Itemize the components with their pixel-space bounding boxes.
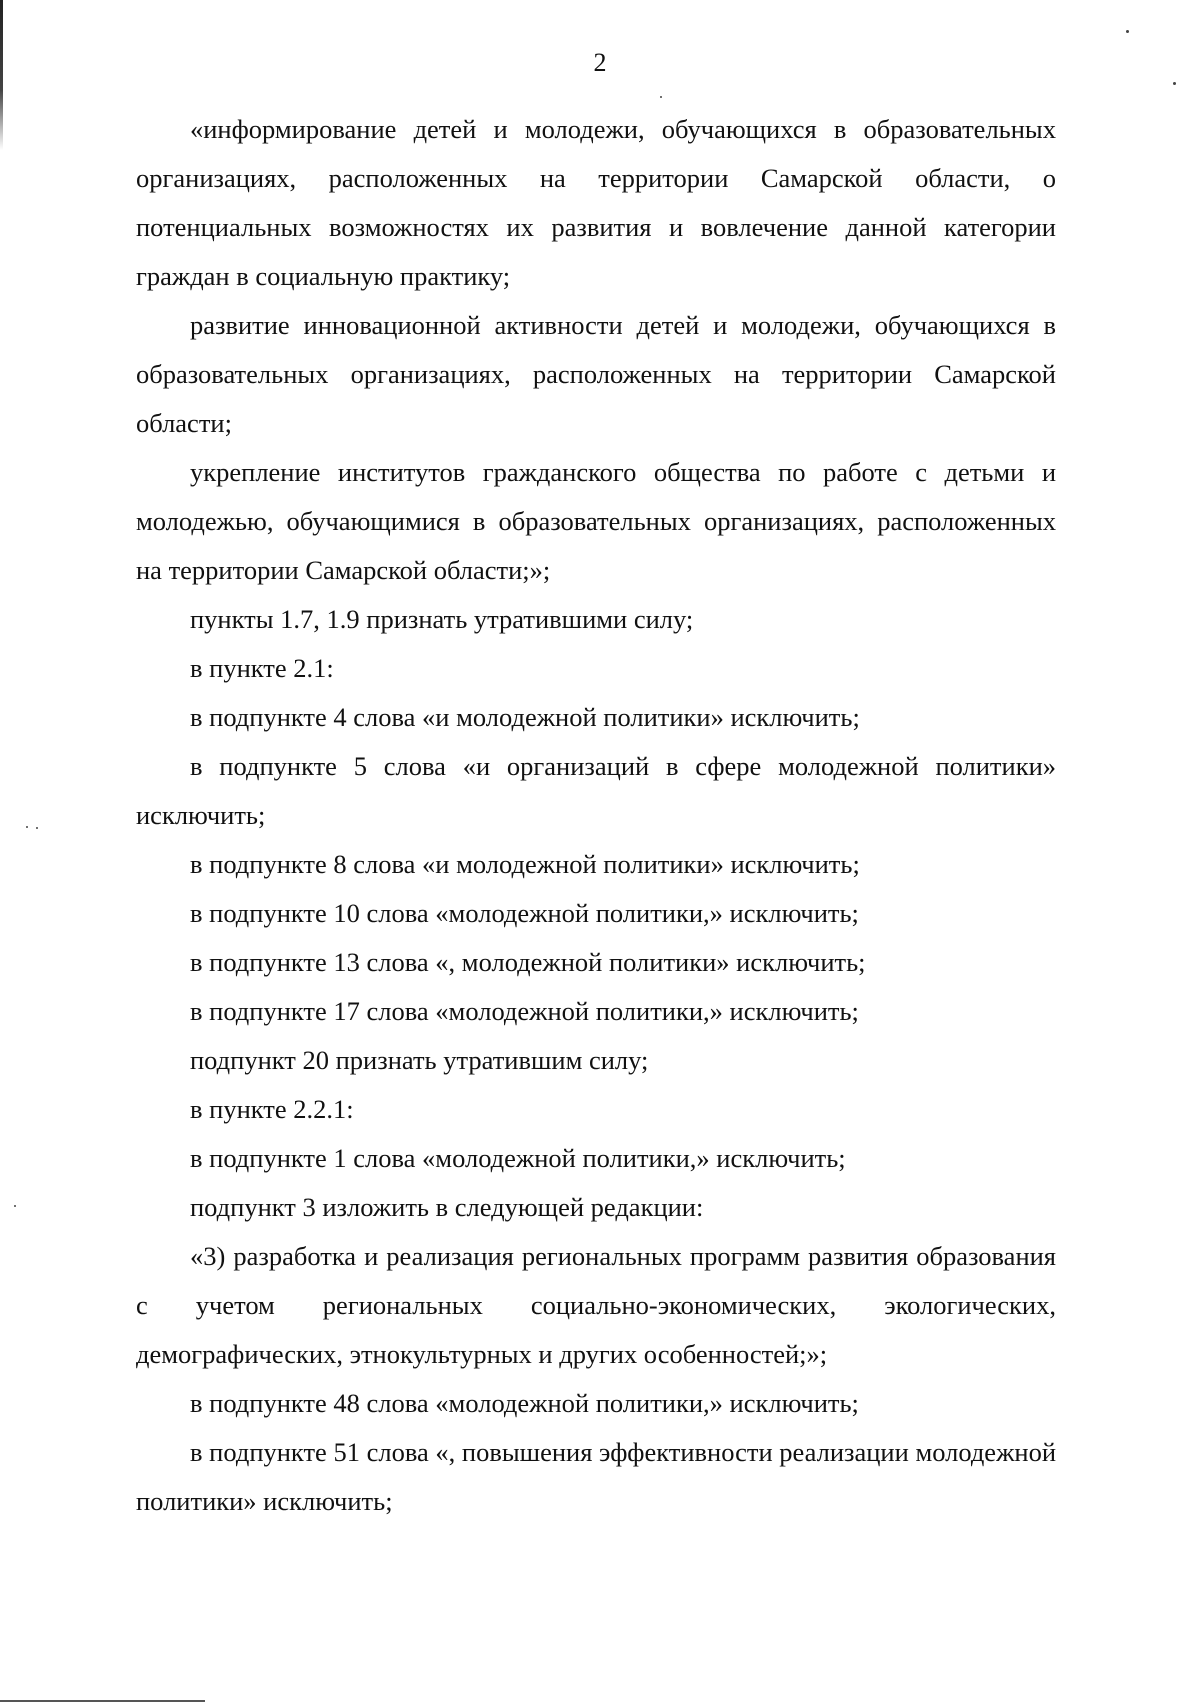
paragraph: в подпункте 10 слова «молодежной политики,» исключить;: [190, 898, 859, 928]
paragraph: в подпункте 51 слова «, повышения эффективности реализации молодежной политики» исключить;: [136, 1437, 1056, 1516]
paragraph: подпункт 3 изложить в следующей редакции:: [190, 1192, 704, 1222]
scan-speck: [660, 96, 662, 98]
paragraph: «информирование детей и молодежи, обучающихся в образовательных организациях, расположенных на территории Самарской области, о потенциальных возможностях их развития и вовлечение данной категории граждан в социальную практику;: [136, 114, 1056, 291]
paragraph: укрепление институтов гражданского общества по работе с детьми и молодежью, обучающимися в образовательных организациях, расположенных на территории Самарской области;»;: [136, 457, 1056, 585]
paragraph: «3) разработка и реализация региональных программ развития образования с учетом региональных социально-экономических, экологических, демографических, этнокультурных и других особенностей;»;: [136, 1241, 1056, 1369]
paragraph: в подпункте 5 слова «и организаций в сфере молодежной политики» исключить;: [136, 751, 1056, 830]
paragraph: в пункте 2.2.1:: [190, 1094, 354, 1124]
document-body: [136, 105, 1056, 1526]
paragraph: в подпункте 17 слова «молодежной политики,» исключить;: [190, 996, 859, 1026]
paragraph: в подпункте 1 слова «молодежной политики,» исключить;: [190, 1143, 846, 1173]
paragraph: в подпункте 4 слова «и молодежной политики» исключить;: [190, 702, 860, 732]
paragraph: в подпункте 13 слова «, молодежной политики» исключить;: [190, 947, 866, 977]
scan-speck: [26, 826, 28, 828]
scan-speck: [14, 1205, 16, 1207]
paragraph: развитие инновационной активности детей и молодежи, обучающихся в образовательных организациях, расположенных на территории Самарской области;: [136, 310, 1056, 438]
page-number: 2: [593, 48, 607, 77]
paragraph: в подпункте 48 слова «молодежной политики,» исключить;: [190, 1388, 859, 1418]
scan-speck: [36, 827, 38, 829]
paragraph: подпункт 20 признать утратившим силу;: [190, 1045, 649, 1075]
scan-speck: [1173, 82, 1176, 85]
scan-edge-line: [0, 1700, 205, 1702]
paragraph: в подпункте 8 слова «и молодежной политики» исключить;: [190, 849, 860, 879]
scan-speck: [1126, 30, 1129, 33]
paragraph: в пункте 2.1:: [190, 653, 334, 683]
paragraph: пункты 1.7, 1.9 признать утратившими силу;: [190, 604, 694, 634]
